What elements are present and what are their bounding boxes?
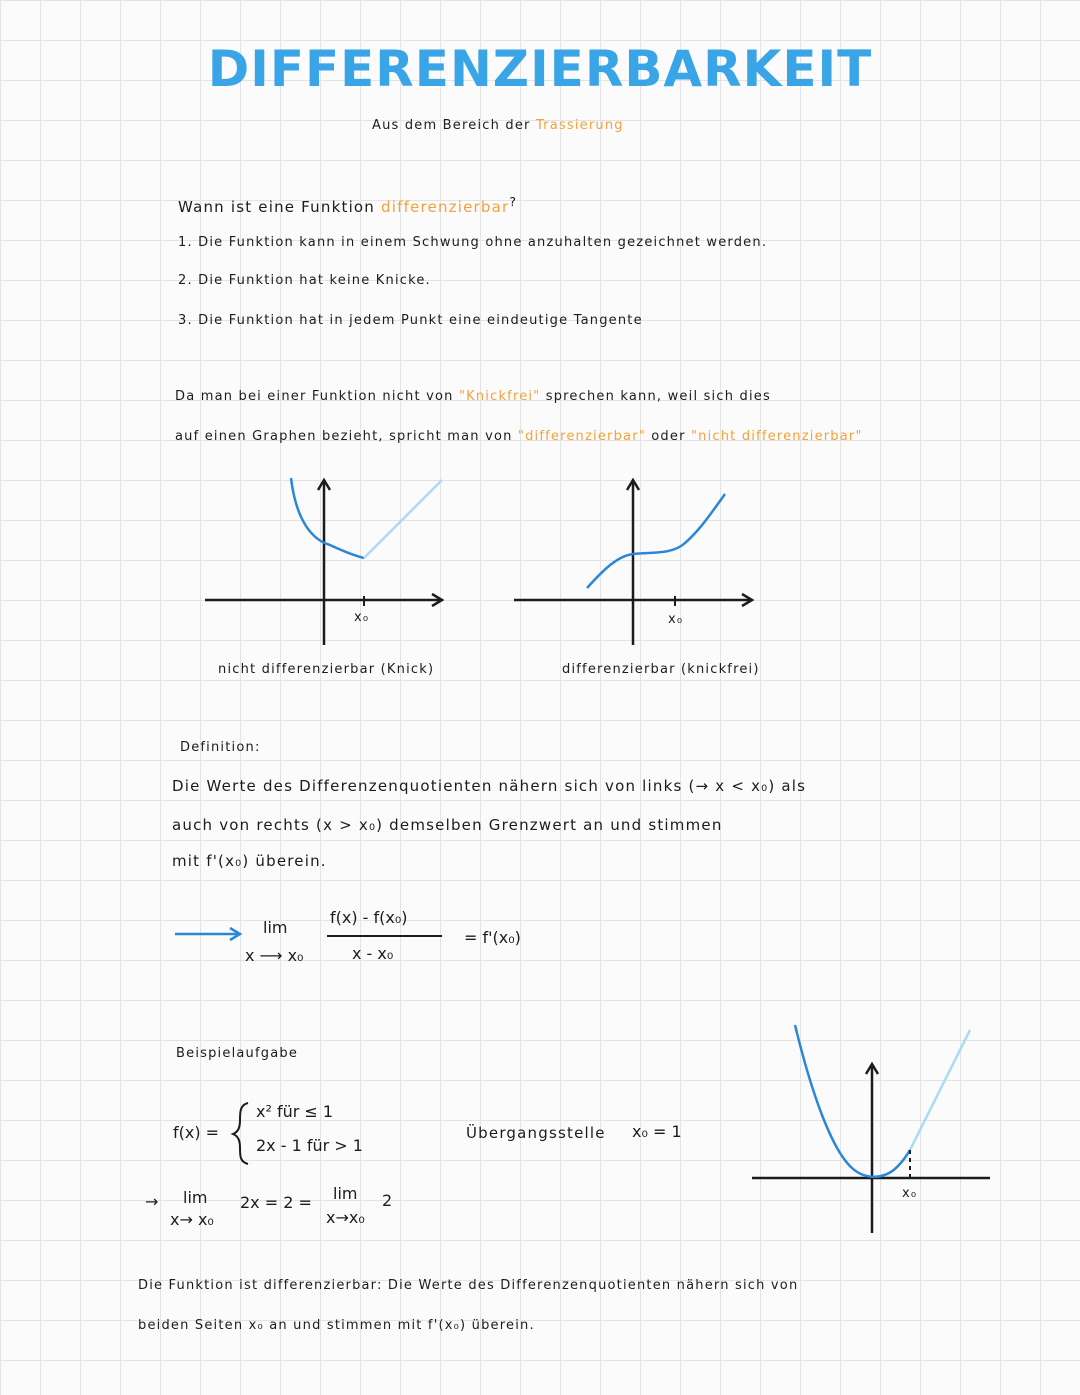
example-lim-1-sub: x→ x₀ [170,1210,214,1229]
example-graph-y-axis [866,1064,878,1233]
subtitle-highlight: Trassierung [535,118,624,133]
transition-value: x₀ = 1 [632,1122,682,1141]
note-line-1-suffix: sprechen kann, weil sich dies [545,389,771,404]
note-line-2-prefix: auf einen Graphen bezieht, spricht man von [175,429,513,444]
note-line-1 [175,389,771,404]
question-highlight: differenzierbar [381,198,510,216]
graph-left-x-axis [205,594,442,606]
example-case-2: 2x - 1 für > 1 [256,1136,363,1155]
definition-heading: Definition: [180,740,261,755]
note-line-1-highlight: "Knickfrei" [458,389,541,404]
limit-denominator: x - x₀ [352,944,394,963]
note-line-2-highlight-2: "nicht differenzierbar" [690,429,863,444]
conclusion-line-2: beiden Seiten x₀ an und stimmen mit f'(x₀) überein. [138,1318,535,1333]
graph-left-caption: nicht differenzierbar (Knick) [218,662,435,677]
example-lim-1: lim [183,1188,208,1207]
graph-left-y-axis [318,480,330,645]
graph-right-x-axis [514,594,752,606]
page-title: DIFFERENZIERBARKEIT [207,40,873,98]
example-expression: 2x = 2 = [240,1193,312,1212]
question [178,194,517,216]
limit-lim: lim [263,918,288,937]
subtitle-prefix: Aus dem Bereich der [372,118,531,133]
graph-right-curve [587,494,725,588]
question-prefix: Wann ist eine Funktion [178,198,376,216]
limit-numerator: f(x) - f(x₀) [330,908,408,927]
limit-rhs: = f'(x₀) [464,928,521,947]
graph-left-curve-right [364,480,442,558]
example-graph-parabola [795,1025,910,1177]
criterion-3: 3. Die Funktion hat in jedem Punkt eine eindeutige Tangente [178,313,643,328]
graph-left-curve-left [291,478,364,558]
note-line-1-prefix: Da man bei einer Funktion nicht von [175,389,454,404]
subtitle [372,118,624,133]
piecewise-brace-icon [233,1103,248,1164]
example-graph-line [910,1030,970,1150]
example-heading: Beispielaufgabe [176,1046,299,1061]
limit-arrow-icon [175,928,240,940]
definition-line-2: auch von rechts (x > x₀) demselben Grenzwert an und stimmen [172,816,723,834]
graph-right-y-axis [627,480,639,645]
transition-label: Übergangsstelle [466,1124,606,1142]
example-graph-x0-label: x₀ [902,1186,918,1201]
criterion-1: 1. Die Funktion kann in einem Schwung ohne anzuhalten gezeichnet werden. [178,235,768,250]
example-case-1: x² für ≤ 1 [256,1102,334,1121]
example-lim-2-value: 2 [382,1191,393,1210]
question-mark: ? [509,194,518,209]
graph-right-x0-label: x₀ [668,612,684,627]
example-f-label: f(x) = [173,1123,220,1142]
example-arrow-icon: → [145,1192,159,1211]
note-line-2-middle: oder [651,429,686,444]
example-lim-2-sub: x→x₀ [326,1208,365,1227]
graph-left-x0-label: x₀ [354,610,370,625]
limit-subscript: x ⟶ x₀ [245,946,304,965]
conclusion-line-1: Die Funktion ist differenzierbar: Die Werte des Differenzenquotienten nähern sich von [138,1278,799,1293]
definition-line-1: Die Werte des Differenzenquotienten nähern sich von links (→ x < x₀) als [172,777,807,795]
example-lim-2: lim [333,1184,358,1203]
criterion-2: 2. Die Funktion hat keine Knicke. [178,273,431,288]
note-line-2 [175,429,863,444]
graph-right-caption: differenzierbar (knickfrei) [562,662,760,677]
definition-line-3: mit f'(x₀) überein. [172,852,327,870]
note-line-2-highlight-1: "differenzierbar" [517,429,646,444]
